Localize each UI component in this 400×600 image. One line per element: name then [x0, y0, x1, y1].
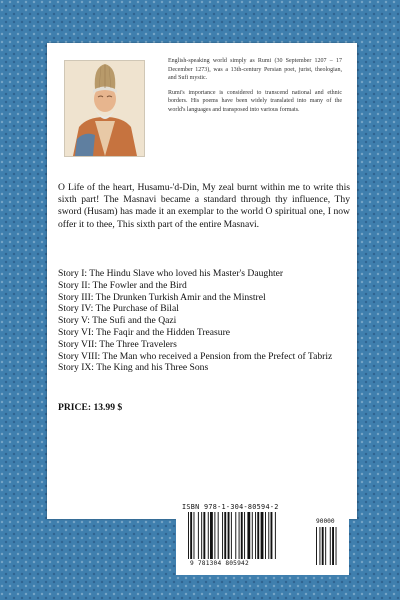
story-item: Story I: The Hindu Slave who loved his Master's Daughter [58, 268, 284, 279]
rumi-portrait-image [64, 60, 145, 157]
barcode-addon-bar [322, 527, 324, 565]
story-item: Story III: The Drunken Turkish Amir and the Minstrel [58, 291, 266, 303]
story-list [58, 268, 353, 374]
story-item: Story II: The Fowler and the Bird [58, 279, 187, 291]
barcode-addon-bar [332, 527, 334, 565]
isbn-text: ISBN 978-1-304-80594-2 [182, 503, 279, 511]
barcode-bar [190, 512, 192, 559]
barcode-bar [201, 512, 202, 559]
barcode-addon-bar [316, 527, 317, 565]
barcode-bar [275, 512, 276, 559]
story-item: Story IV: The Purchase of Bilal [58, 303, 179, 315]
barcode-bar [247, 512, 250, 559]
author-bio [168, 57, 342, 121]
barcode-bar [239, 512, 240, 559]
barcode-bar [255, 512, 256, 559]
bio-paragraph-1: English-speaking world simply as Rumi (30 September 1207 – 17 December 1273), was a 13th-century Persian poet, jurist, theologian, and Sufi mystic. [168, 58, 342, 82]
story-item: Story VIII: The Man who received a Pension from the Prefect of Tabriz [58, 350, 333, 362]
barcode-bar [203, 512, 205, 559]
barcode-bar [268, 512, 269, 559]
barcode-bar [218, 512, 219, 559]
story-item: Story VII: The Three Travelers [58, 338, 177, 350]
barcode-bar [265, 512, 266, 559]
story-item: Story VI: The Faqir and the Hidden Treasure [58, 326, 231, 338]
barcode-bar [188, 512, 189, 559]
barcode-bar [257, 512, 259, 559]
intro-paragraph: O Life of the heart, Husamu-'d-Din, My zeal burnt within me to write this sixth part! The Masnavi became a standard through thy influence, Thy sword (Husam) has made it an exemplar to the world O spiritual one, I now offer it to thee, This sixth part of the entire Masnavi. [58, 182, 350, 230]
barcode-bar [271, 512, 273, 559]
barcode-bar [214, 512, 215, 559]
story-item: Story V: The Sufi and the Qazi [58, 315, 177, 327]
barcode-addon-digits: 90000 [316, 518, 335, 525]
barcode-bar [228, 512, 230, 559]
barcode-bar [235, 512, 236, 559]
barcode-bar [208, 512, 209, 559]
price-label: PRICE: 13.99 $ [58, 402, 123, 413]
barcode-addon-bar [325, 527, 326, 565]
barcode-bar [261, 512, 264, 559]
back-cover-page [47, 43, 357, 519]
barcode-bar [241, 512, 243, 559]
barcode-bar [231, 512, 232, 559]
barcode-bar [222, 512, 223, 559]
story-item: Story IX: The King and his Three Sons [58, 362, 209, 374]
barcode-bar [194, 512, 195, 559]
barcode-bar [244, 512, 245, 559]
barcode-bar [224, 512, 226, 559]
barcode-bar [210, 512, 213, 559]
bio-paragraph-2: Rumi's importance is considered to transcend national and ethnic borders. His poems have been widely translated into many of the world's languages and transposed into various formats. [168, 89, 342, 113]
barcode-addon-bar [336, 527, 337, 565]
barcode-area [176, 500, 349, 575]
barcode-addon-bar [330, 527, 331, 565]
barcode-bar [252, 512, 253, 559]
barcode-addon-bar [319, 527, 320, 565]
barcode-digits: 9 781304 805942 [190, 560, 249, 567]
barcode-bar [198, 512, 199, 559]
